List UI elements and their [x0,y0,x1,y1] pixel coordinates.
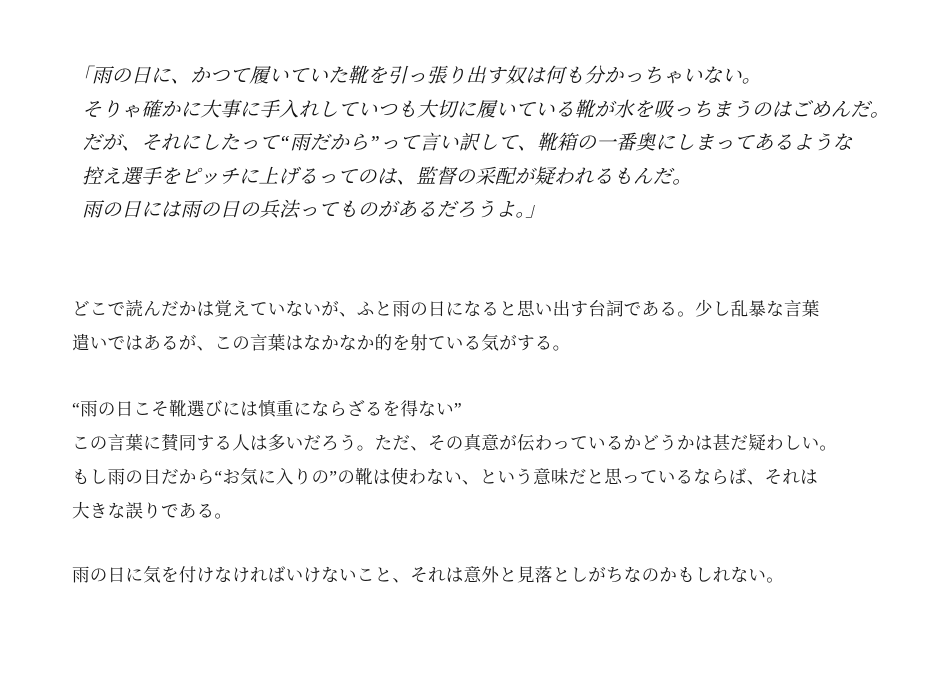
paragraph-two-line-1: “雨の日こそ靴選びには慎重にならざるを得ない” [72,398,462,419]
paragraph-two-line-3: もし雨の日だから“お気に入りの”の靴は使わない、という意味だと思っているならば、それは [72,467,818,488]
spacer-after-quote [72,228,880,292]
paragraph-two [72,392,880,529]
paragraph-two-line-4: 大きな誤りである。 [72,501,233,522]
paragraph-three [72,558,880,592]
paragraph-one-line-1: どこで読んだかは覚えていないが、ふと雨の日になると思い出す台詞である。少し乱暴な言葉 [72,298,820,319]
paragraph-one [72,292,880,360]
paragraph-two-line-2: この言葉に賛同する人は多いだろう。ただ、その真意が伝わっているかどうかは甚だ疑わしい。 [72,433,838,454]
paragraph-one-line-2: 遣いではあるが、この言葉はなかなか的を射ている気がする。 [72,332,571,353]
quote-line-5: 雨の日には雨の日の兵法ってものがあるだろうよ。」 [82,200,546,222]
quote-line-2: そりゃ確かに大事に手入れしていつも大切に履いている靴が水を吸っちまうのはごめんだ。 [82,99,890,121]
spacer-after-paragraph-two [72,528,880,558]
paragraph-three-line-1: 雨の日に気を付けなければいけないこと、それは意外と見落としがちなのかもしれない。 [72,565,784,586]
quote-line-3: だが、それにしたって“雨だから”って言い訳して、靴箱の一番奥にしまってあるような [82,133,853,155]
spacer-after-paragraph-one [72,360,880,392]
quote-block [72,60,890,228]
quote-line-1: 「雨の日に、かつて履いていた靴を引っ張り出す奴は何も分かっちゃいない。 [72,66,762,87]
quote-line-4: 控え選手をピッチに上げるってのは、監督の采配が疑われるもんだ。 [82,166,692,188]
